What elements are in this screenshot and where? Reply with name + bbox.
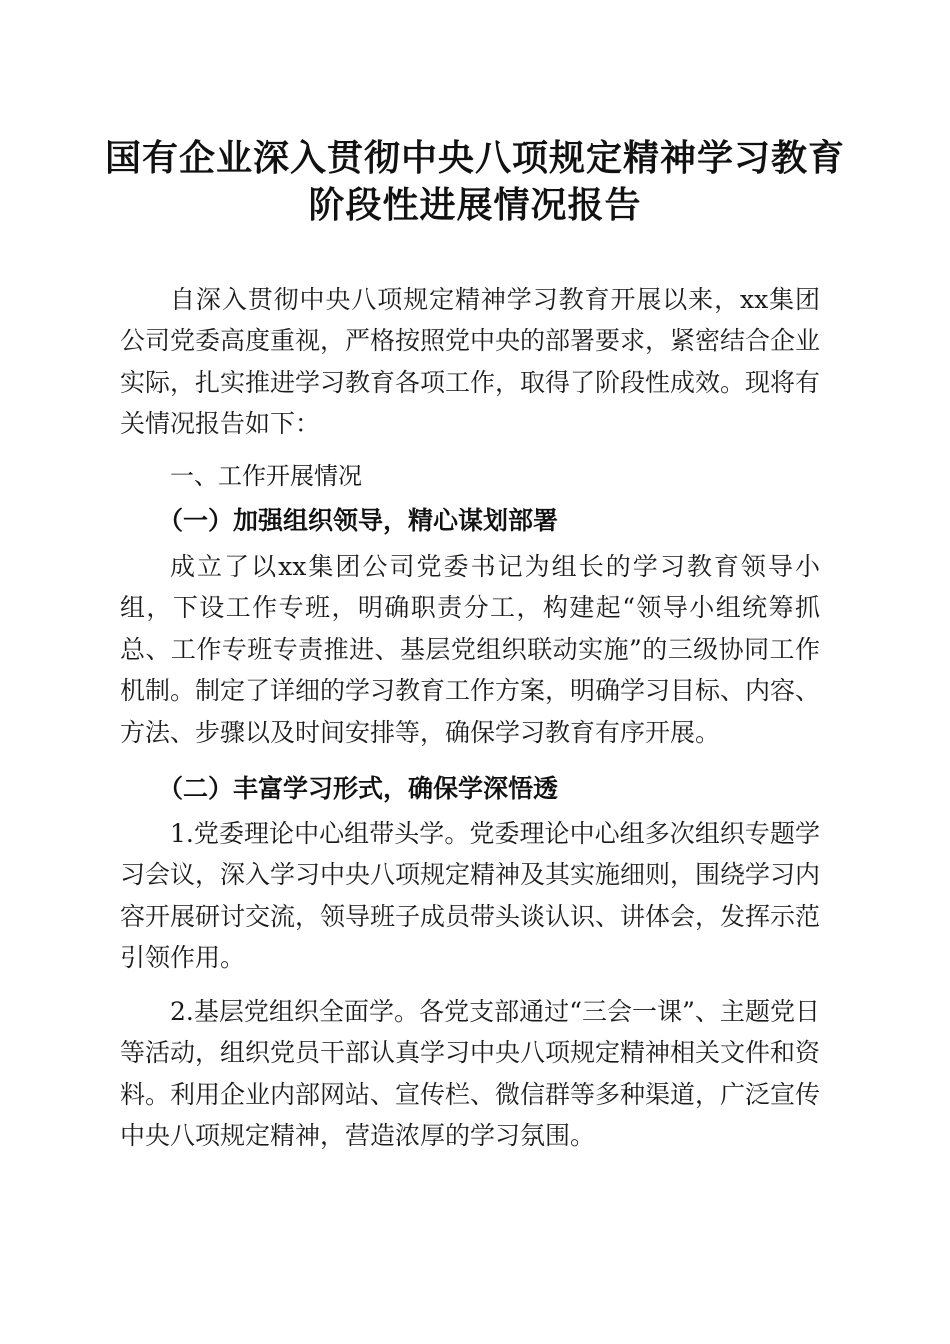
subsection-heading-1: （一）加强组织领导，精心谋划部署 bbox=[158, 506, 559, 535]
intro-paragraph: 自深入贯彻中央八项规定精神学习教育开展以来，xx集团公司党委高度重视，严格按照党中央的部署要求，紧密结合企业实际，扎实推进学习教育各项工作，取得了阶段性成效。现将有关情况报告如下： bbox=[120, 285, 821, 439]
subsection-1-paragraph: 成立了以xx集团公司党委书记为组长的学习教育领导小组，下设工作专班，明确职责分工，构建起“领导小组统筹抓总、工作专班专责推进、基层党组织联动实施”的三级协同工作机制。制定了详细的学习教育工作方案，明确学习目标、内容、方法、步骤以及时间安排等，确保学习教育有序开展。 bbox=[120, 552, 821, 747]
section-heading-1: 一、工作开展情况 bbox=[170, 462, 362, 490]
document-title-line-1: 国有企业深入贯彻中央八项规定精神学习教育 bbox=[104, 137, 845, 179]
document-title-line-2: 阶段性进展情况报告 bbox=[308, 184, 642, 226]
list-item-1-paragraph: 1.党委理论中心组带头学。党委理论中心组多次组织专题学习会议，深入学习中央八项规定精神及其实施细则，围绕学习内容开展研讨交流，领导班子成员带头谈认识、讲体会，发挥示范引领作用。 bbox=[120, 819, 821, 973]
subsection-heading-2: （二）丰富学习形式，确保学深悟透 bbox=[158, 774, 559, 803]
list-item-2-paragraph: 2.基层党组织全面学。各党支部通过“三会一课”、主题党日等活动，组织党员干部认真学习中央八项规定精神相关文件和资料。利用企业内部网站、宣传栏、微信群等多种渠道，广泛宣传中央八项规定精神，营造浓厚的学习氛围。 bbox=[120, 997, 821, 1151]
